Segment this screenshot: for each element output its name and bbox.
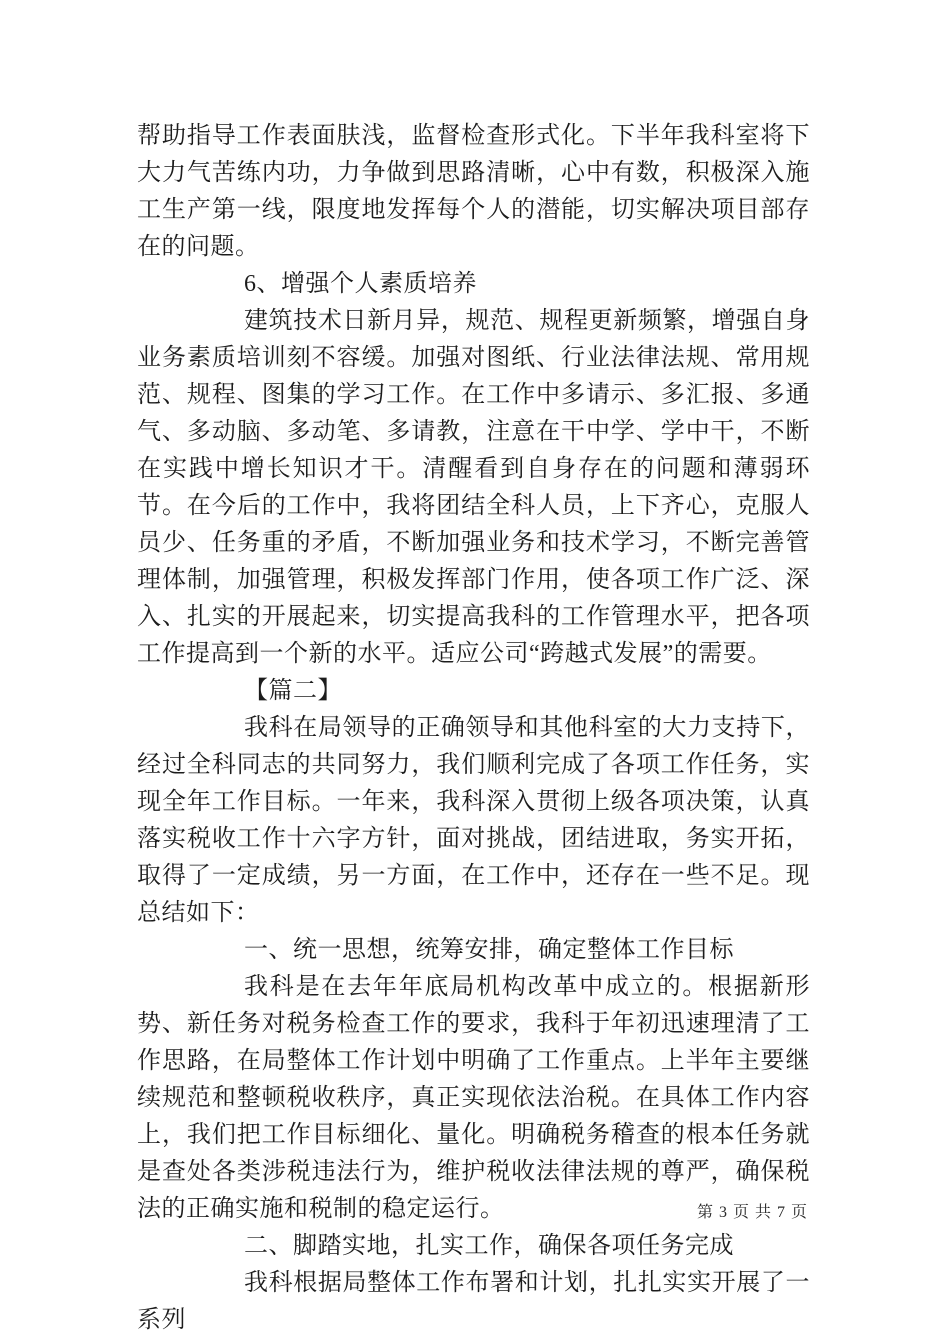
paragraph: 建筑技术日新月异，规范、规程更新频繁，增强自身业务素质培训刻不容缓。加强对图纸、行业法律法规、常用规范、规程、图集的学习工作。在工作中多请示、多汇报、多通气、多动脑、多动笔、多请教，注意在干中学、学中干，不断在实践中增长知识才干。清醒看到自身存在的问题和薄弱环节。在今后的工作中，我将团结全科人员，上下齐心，克服人员少、任务重的矛盾，不断加强业务和技术学习，不断完善管理体制，加强管理，积极发挥部门作用，使各项工作广泛、深入、扎实的开展起来，切实提高我科的工作管理水平，把各项工作提高到一个新的水平。适应公司“跨越式发展”的需要。 xyxy=(137,308,810,667)
paragraph: 帮助指导工作表面肤浅，监督检查形式化。下半年我科室将下大力气苦练内功，力争做到思路清晰，心中有数，积极深入施工生产第一线，限度地发挥每个人的潜能，切实解决项目部存在的问题。 xyxy=(137,123,810,260)
paragraph: 6、增强个人素质培养 xyxy=(244,271,477,297)
paragraph: 我科根据局整体工作布署和计划，扎扎实实开展了一系列 xyxy=(137,1270,810,1333)
paragraph: 我科在局领导的正确领导和其他科室的大力支持下，经过全科同志的共同努力，我们顺利完成了各项工作任务，实现全年工作目标。一年来，我科深入贯彻上级各项决策，认真落实税收工作十六字方针，面对挑战，团结进取，务实开拓，取得了一定成绩，另一方面，在工作中，还存在一些不足。现总结如下： xyxy=(137,715,810,926)
paragraph: 一、统一思想，统筹安排，确定整体工作目标 xyxy=(244,937,734,963)
document-body xyxy=(137,118,810,1339)
paragraph: 二、脚踏实地，扎实工作，确保各项任务完成 xyxy=(244,1233,734,1259)
paragraph: 我科是在去年年底局机构改革中成立的。根据新形势、新任务对税务检查工作的要求，我科于年初迅速理清了工作思路，在局整体工作计划中明确了工作重点。上半年主要继续规范和整顿税收秩序，真正实现依法治税。在具体工作内容上，我们把工作目标细化、量化。明确税务稽查的根本任务就是查处各类涉税违法行为，维护税收法律法规的尊严，确保税法的正确实施和税制的稳定运行。 xyxy=(137,974,810,1222)
page-number-footer: 第 3 页 共 7 页 xyxy=(696,1204,808,1221)
paragraph: 【篇二】 xyxy=(244,678,342,704)
